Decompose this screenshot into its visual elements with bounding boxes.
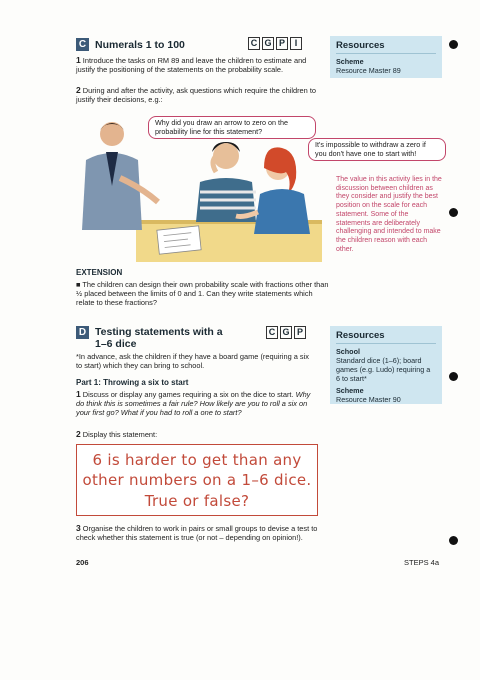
resources-box-c [330,36,442,78]
binding-hole [449,208,458,217]
section-title-line: Testing statements with a [95,326,223,338]
section-title: Numerals 1 to 100 [95,39,185,51]
paragraph-d2 [76,430,320,439]
statement-line: other numbers on a 1–6 dice. [82,471,312,489]
speech-bubble-girl: It's impossible to withdraw a zero if you don't have one to start with! [308,138,446,161]
paragraph-c2 [76,86,316,104]
resources-item: Resource Master 90 [336,395,401,404]
section-c-header [76,38,185,51]
binding-hole [449,536,458,545]
bullet-icon: ■ [76,280,83,289]
extension-text [76,280,332,307]
type-box: C [248,37,260,50]
paragraph-question: Why do think this is sometimes a fair rule? How likely are you to roll a six on your first go? What if you had to roll a one to start? [76,390,311,417]
part-heading: Part 1: Throwing a six to start [76,378,189,387]
step-number: 2 [76,85,81,95]
paragraph-c1 [76,56,316,74]
statement-line: True or false? [144,492,250,510]
statement-line: 6 is harder to get than any [92,451,302,469]
handwritten-statement [76,444,318,516]
section-letter: C [76,38,89,51]
paragraph-d3 [76,524,320,542]
type-box: I [290,37,302,50]
resources-subheading: Scheme [336,386,364,395]
type-box: G [262,37,274,50]
section-title-line: 1–6 dice [95,338,137,350]
activity-type-boxes [266,326,306,339]
section-d-header [76,326,223,350]
extension-heading: EXTENSION [76,268,123,277]
resources-title: Resources [336,330,436,344]
section-letter: D [76,326,89,339]
resources-item: Resource Master 89 [336,66,401,75]
binding-hole [449,372,458,381]
resources-box-d [330,326,442,404]
resources-item: Standard dice (1–6); board games (e.g. Ludo) requiring a 6 to start* [336,356,431,383]
series-label: STEPS 4a [404,558,440,567]
step-number: 2 [76,429,81,439]
intro-note: *In advance, ask the children if they have a board game (requiring a six to start) which they can bring to school. [76,352,309,370]
type-box: P [276,37,288,50]
speech-bubble-teacher: Why did you draw an arrow to zero on the probability line for this statement? [148,116,316,139]
paragraph-text: The children can design their own probability scale with fractions other than ½ placed between the limits of 0 and 1. Can they write statements which relate to these fractions? [76,280,329,307]
paragraph-text: During and after the activity, ask questions which require the children to justify their decisions, e.g.: [76,86,316,104]
paragraph-text: Introduce the tasks on RM 89 and leave the children to estimate and justify the positioning of the statements on the probability scale. [76,56,307,74]
resources-subheading: School [336,347,360,356]
teacher-note: The value in this activity lies in the discussion between children as they consider and justify the best position on the scale for each statement. Some of the statements are deliberately challenging and intended to make the children reason with each other. [336,176,442,253]
resources-title: Resources [336,40,436,54]
type-box: C [266,326,278,339]
step-number: 1 [76,55,81,65]
step-number: 1 [76,389,81,399]
paragraph-text: Organise the children to work in pairs or small groups to devise a test to check whether this statement is true (or not – depending on opinion!). [76,524,318,542]
type-box: P [294,326,306,339]
paragraph-d1 [76,390,320,417]
paragraph-text: Discuss or display any games requiring a six on the dice to start. [82,390,296,399]
page-number: 206 [76,558,89,567]
activity-type-boxes [248,37,302,50]
type-box: G [280,326,292,339]
binding-hole [449,40,458,49]
section-title [95,326,223,350]
paragraph-text: Display this statement: [82,430,158,439]
resources-subheading: Scheme [336,57,364,66]
step-number: 3 [76,523,81,533]
